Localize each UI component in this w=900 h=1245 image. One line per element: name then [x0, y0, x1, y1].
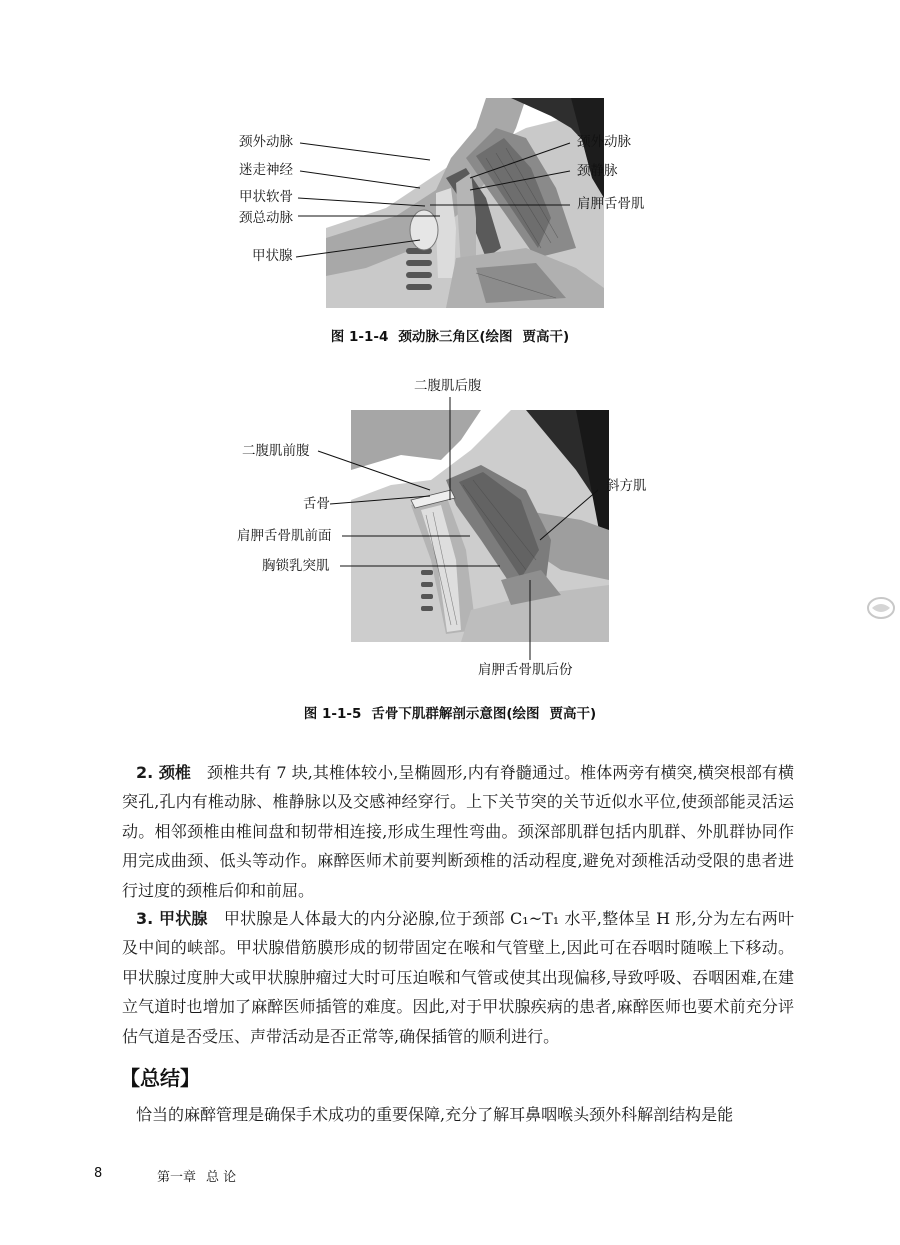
fig1-label-omohyoid: 肩胛舌骨肌 [577, 196, 645, 212]
fig2-label-hyoid: 舌骨 [303, 496, 330, 512]
cervical-spine-text: 颈椎共有 7 块,其椎体较小,呈椭圆形,内有脊髓通过。椎体两旁有横突,横突根部有横突孔,孔内有椎动脉、椎静脉以及交感神经穿行。上下关节突的关节近似水平位,使颈部能灵活运动。相邻颈椎由椎间盘和韧带相连接,形成生理性弯曲。颈深部肌群包括内肌群、外肌群协同作用完成曲颈、低头等动作。麻醉医师术前要判断颈椎的活动程度,避免对颈椎活动受限的患者进行过度的颈椎后仰和前屈。 [122, 763, 794, 900]
figure2-caption-title: 舌骨下肌群解剖示意图(绘图 [371, 706, 540, 722]
fig1-label-thyroid-cartilage: 甲状软骨 [239, 189, 293, 205]
figure1-caption-title: 颈动脉三角区(绘图 [398, 329, 513, 345]
figure2-caption-number: 图 1-1-5 [303, 706, 362, 722]
thyroid-heading: 3. 甲状腺 [136, 909, 208, 928]
figure2-caption-author: 贾高干) [549, 706, 597, 722]
fig2-label-scm: 胸锁乳突肌 [262, 558, 330, 574]
footer-chapter-title: 总 论 [206, 1170, 237, 1185]
page-number: 8 [94, 1166, 103, 1181]
footer-chapter: 第一章 [157, 1170, 197, 1185]
paragraph-cervical-spine [122, 758, 794, 905]
fig2-label-omohyoid-anterior: 肩胛舌骨肌前面 [237, 528, 332, 544]
paragraph-summary [122, 1100, 794, 1129]
figure1-caption-author: 贾高干) [522, 329, 570, 345]
fig1-label-common-carotid: 颈总动脉 [239, 210, 293, 226]
fig1-label-vagus-nerve: 迷走神经 [239, 162, 293, 178]
fig2-label-omohyoid-posterior: 肩胛舌骨肌后份 [478, 662, 573, 678]
fig1-label-external-carotid-right: 颈外动脉 [577, 134, 631, 150]
fig1-label-jugular-vein: 颈静脉 [577, 163, 618, 179]
publisher-logo-icon [866, 596, 896, 620]
summary-heading: 【总结】 [120, 1066, 200, 1090]
fig1-label-external-carotid-left: 颈外动脉 [239, 134, 293, 150]
fig1-label-thyroid: 甲状腺 [252, 248, 293, 264]
paragraph-thyroid [122, 904, 794, 1051]
figure2-caption [0, 702, 900, 722]
fig2-label-trapezius: 斜方肌 [606, 478, 647, 494]
figure1-caption-number: 图 1-1-4 [330, 329, 389, 345]
fig2-label-posterior-digastric: 二腹肌后腹 [414, 378, 482, 394]
thyroid-text: 甲状腺是人体最大的内分泌腺,位于颈部 C₁~T₁ 水平,整体呈 H 形,分为左右两叶及中间的峡部。甲状腺借筋膜形成的韧带固定在喉和气管壁上,因此可在吞咽时随喉上下移动。甲状腺过度肿大或甲状腺肿瘤过大时可压迫喉和气管或使其出现偏移,导致呼吸、吞咽困难,在建立气道时也增加了麻醉医师插管的难度。因此,对于甲状腺疾病的患者,麻醉医师也要术前充分评估气道是否受压、声带活动是否正常等,确保插管的顺利进行。 [122, 909, 794, 1046]
fig2-label-anterior-digastric: 二腹肌前腹 [242, 443, 310, 459]
cervical-spine-heading: 2. 颈椎 [136, 763, 191, 782]
summary-text: 恰当的麻醉管理是确保手术成功的重要保障,充分了解耳鼻咽喉头颈外科解剖结构是能 [136, 1105, 734, 1124]
